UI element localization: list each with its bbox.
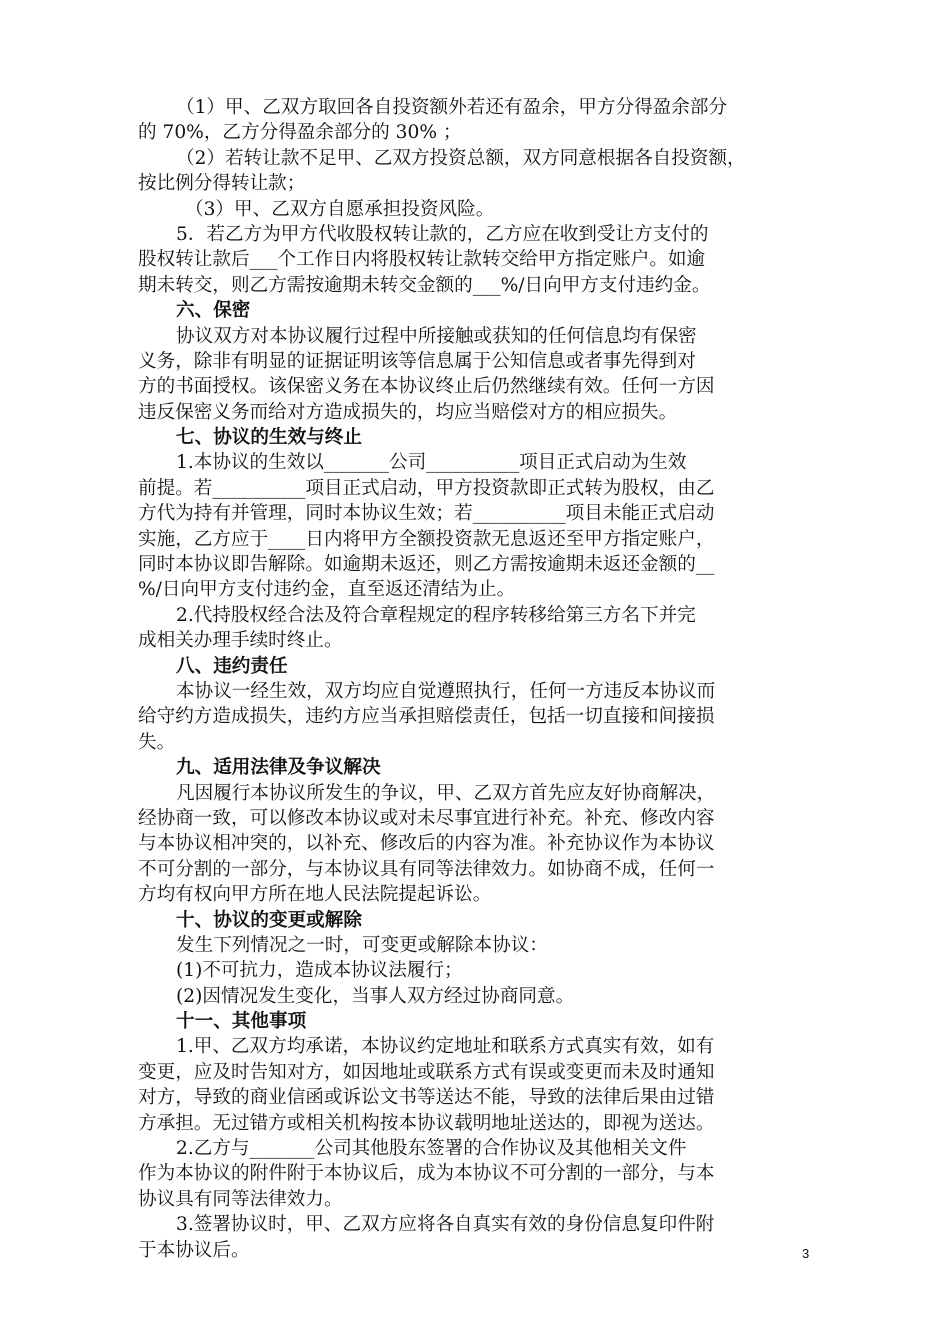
- text-line: 协议具有同等法律效力。: [138, 1188, 343, 1210]
- text-line: 的 70%，乙方分得盈余部分的 30% ；: [138, 122, 462, 144]
- section-heading: 九、适用法律及争议解决: [176, 757, 381, 779]
- text-line: 经协商一致，可以修改本协议或对未尽事宜进行补充。补充、修改内容: [138, 807, 715, 829]
- text-line: 2.代持股权经合法及符合章程规定的程序转移给第三方名下并完: [176, 604, 696, 626]
- text-line: 前提。若__________项目正式启动，甲方投资款即正式转为股权，由乙: [138, 477, 715, 499]
- text-line: （2）若转让款不足甲、乙双方投资总额，双方同意根据各自投资额，: [176, 147, 746, 169]
- text-line: 于本协议后。: [138, 1239, 250, 1261]
- text-line: 凡因履行本协议所发生的争议，甲、乙双方首先应友好协商解决，: [176, 782, 716, 804]
- text-line: 方的书面授权。该保密义务在本协议终止后仍然继续有效。任何一方因: [138, 376, 715, 398]
- text-line: 协议双方对本协议履行过程中所接触或获知的任何信息均有保密: [176, 325, 697, 347]
- text-line: 方均有权向甲方所在地人民法院提起诉讼。: [138, 884, 492, 906]
- section-heading: 六、保密: [176, 300, 251, 322]
- text-line: 1.甲、乙双方均承诺，本协议约定地址和联系方式真实有效，如有: [176, 1036, 715, 1058]
- text-line: 对方，导致的商业信函或诉讼文书等送达不能，导致的法律后果由过错: [138, 1087, 715, 1109]
- text-line: %/日向甲方支付违约金，直至返还清结为止。: [138, 579, 516, 601]
- text-line: (2)因情况发生变化，当事人双方经过协商同意。: [176, 985, 575, 1007]
- text-line: 作为本协议的附件附于本协议后，成为本协议不可分割的一部分，与本: [138, 1163, 715, 1185]
- text-line: 义务，除非有明显的证据证明该等信息属于公知信息或者事先得到对: [138, 350, 696, 372]
- text-line: 股权转让款后___个工作日内将股权转让款转交给甲方指定账户。如逾: [138, 249, 706, 271]
- text-line: 与本协议相冲突的，以补充、修改后的内容为准。补充协议作为本协议: [138, 833, 715, 855]
- text-line: 期未转交，则乙方需按逾期未转交金额的___%/日向甲方支付违约金。: [138, 274, 711, 296]
- text-line: 方承担。无过错方或相关机构按本协议载明地址送达的，即视为送达。: [138, 1112, 715, 1134]
- text-line: 本协议一经生效，双方均应自觉遵照执行，任何一方违反本协议而: [176, 680, 716, 702]
- page-number: 3: [802, 1246, 810, 1261]
- text-line: 1.本协议的生效以_______公司__________项目正式启动为生效: [176, 452, 687, 474]
- section-heading: 十一、其他事项: [176, 1011, 307, 1033]
- section-heading: 十、协议的变更或解除: [176, 909, 362, 931]
- text-line: 同时本协议即告解除。如逾期未返还，则乙方需按逾期未返还金额的__: [138, 554, 715, 576]
- text-line: 方代为持有并管理，同时本协议生效；若__________项目未能正式启动: [138, 503, 715, 525]
- text-line: 按比例分得转让款；: [138, 173, 306, 195]
- text-line: 2.乙方与_______公司其他股东签署的合作协议及其他相关文件: [176, 1138, 687, 1160]
- text-line: 失。: [138, 731, 176, 753]
- text-line: 不可分割的一部分，与本协议具有同等法律效力。如协商不成，任何一: [138, 858, 715, 880]
- text-line: （3）甲、乙双方自愿承担投资风险。: [185, 198, 495, 220]
- text-line: 发生下列情况之一时，可变更或解除本协议：: [176, 934, 548, 956]
- text-line: 5．若乙方为甲方代收股权转让款的，乙方应在收到受让方支付的: [176, 223, 709, 245]
- text-line: (1)不可抗力，造成本协议法履行；: [176, 960, 463, 982]
- text-line: 违反保密义务而给对方造成损失的，均应当赔偿对方的相应损失。: [138, 401, 678, 423]
- text-line: 3.签署协议时，甲、乙双方应将各自真实有效的身份信息复印件附: [176, 1214, 715, 1236]
- section-heading: 八、违约责任: [176, 655, 288, 677]
- text-line: 成相关办理手续时终止。: [138, 630, 343, 652]
- text-line: 给守约方造成损失，违约方应当承担赔偿责任，包括一切直接和间接损: [138, 706, 715, 728]
- document-body: [138, 95, 818, 1263]
- text-line: （1）甲、乙双方取回各自投资额外若还有盈余，甲方分得盈余部分: [176, 97, 728, 118]
- text-line: 实施，乙方应于____日内将甲方全额投资款无息返还至甲方指定账户，: [138, 528, 715, 550]
- text-line: 变更，应及时告知对方，如因地址或联系方式有误或变更而未及时通知: [138, 1061, 715, 1083]
- section-heading: 七、协议的生效与终止: [176, 427, 362, 449]
